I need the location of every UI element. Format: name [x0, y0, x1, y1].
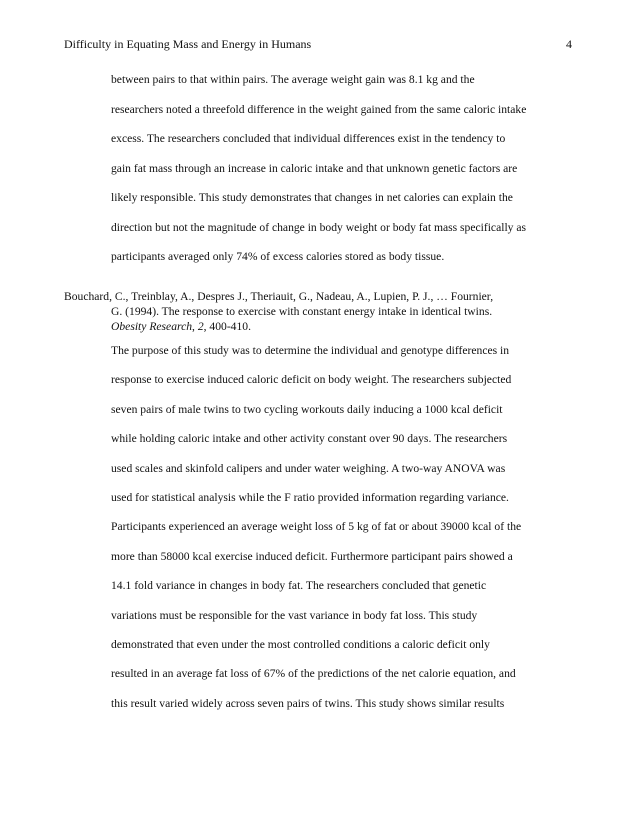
body-paragraph-1	[111, 72, 526, 279]
paragraph-line: gain fat mass through an increase in caloric intake and that unknown genetic factors are	[111, 161, 518, 175]
paragraph-line: between pairs to that within pairs. The average weight gain was 8.1 kg and the	[111, 73, 475, 86]
reference-entry	[64, 289, 493, 334]
reference-separator: ,	[192, 320, 198, 333]
body-paragraph-2	[111, 343, 521, 725]
paragraph-line: seven pairs of male twins to two cycling workouts daily inducing a 1000 kcal deficit	[111, 402, 503, 416]
paragraph-line: The purpose of this study was to determine the individual and genotype differences in	[111, 344, 510, 357]
page-number: 4	[566, 37, 572, 51]
paragraph-line: researchers noted a threefold difference in the weight gained from the same caloric intake	[111, 102, 527, 116]
reference-journal: Obesity Research	[111, 320, 193, 333]
paragraph-line: used for statistical analysis while the F ratio provided information regarding variance.	[111, 490, 509, 504]
reference-title: G. (1994). The response to exercise with constant energy intake in identical twins.	[111, 305, 493, 318]
reference-volume: 2	[197, 320, 204, 333]
reference-pages: , 400-410.	[203, 320, 251, 333]
paragraph-line: used scales and skinfold calipers and under water weighing. A two-way ANOVA was	[111, 461, 506, 475]
paragraph-line: participants averaged only 74% of excess calories stored as body tissue.	[111, 250, 445, 263]
paragraph-line: 14.1 fold variance in changes in body fat. The researchers concluded that genetic	[111, 579, 487, 593]
paragraph-line: while holding caloric intake and other activity constant over 90 days. The researchers	[111, 432, 508, 446]
reference-authors: Bouchard, C., Treinblay, A., Despres J., Theriauit, G., Nadeau, A., Lupien, P. J., … Fournier,	[64, 290, 494, 303]
paragraph-line: resulted in an average fat loss of 67% of the predictions of the net calorie equation, and	[111, 667, 516, 681]
paragraph-line: variations must be responsible for the vast variance in body fat loss. This study	[111, 608, 478, 622]
paragraph-line: direction but not the magnitude of change in body weight or body fat mass specifically as	[111, 220, 527, 234]
paragraph-line: Participants experienced an average weight loss of 5 kg of fat or about 39000 kcal of the	[111, 520, 522, 534]
reference-source	[64, 319, 493, 334]
running-head: Difficulty in Equating Mass and Energy in Humans	[64, 37, 312, 51]
paragraph-line: likely responsible. This study demonstrates that changes in net calories can explain the	[111, 191, 513, 204]
paragraph-line: demonstrated that even under the most controlled conditions a caloric deficit only	[111, 637, 490, 651]
paragraph-line: excess. The researchers concluded that individual differences exist in the tendency to	[111, 132, 506, 145]
paragraph-line: this result varied widely across seven pairs of twins. This study shows similar results	[111, 696, 505, 710]
page-header	[64, 36, 572, 52]
paragraph-line: response to exercise induced caloric deficit on body weight. The researchers subjected	[111, 373, 512, 387]
paragraph-line: more than 58000 kcal exercise induced deficit. Furthermore participant pairs showed a	[111, 549, 513, 563]
